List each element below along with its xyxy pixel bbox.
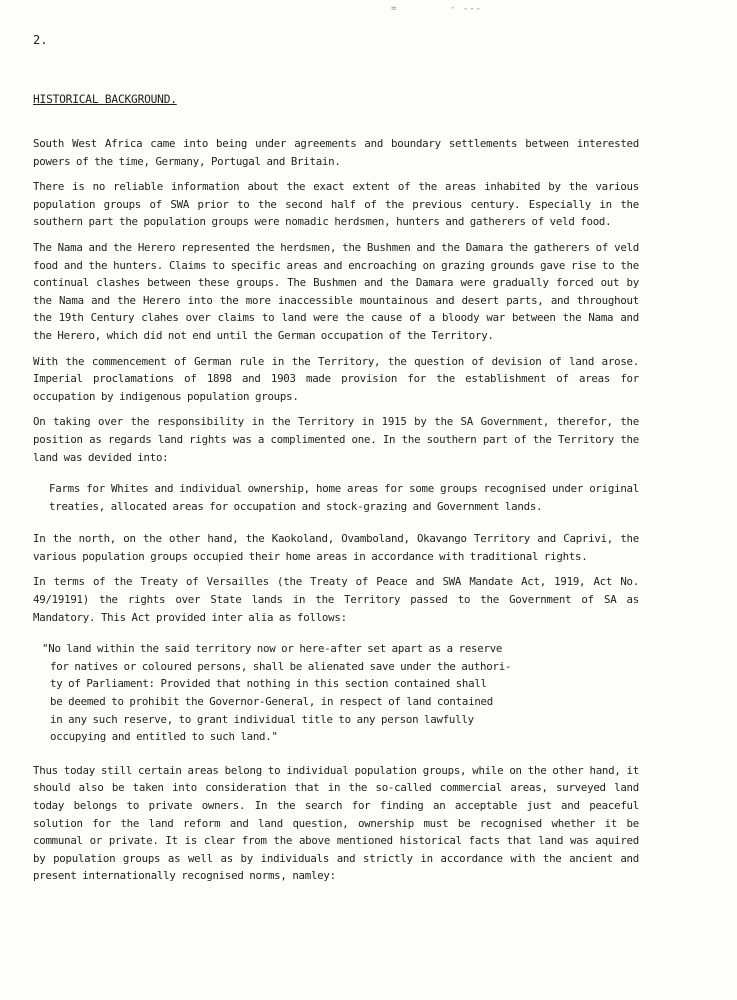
quote-line: ty of Parliament: Provided that nothing in this section contained shall [50, 677, 487, 691]
paragraph: In terms of the Treaty of Versailles (the Treaty of Peace and SWA Mandate Act, 1919, Act No. 49/19191) the rights over State lands in the Territory passed to the Government of SA as Mandatory. This Act provided inter alia as follows: [33, 575, 639, 624]
scan-artifact-mark: = [391, 4, 398, 14]
paragraph: On taking over the responsibility in the Territory in 1915 by the SA Government, therefor, the position as regards land rights was a complimented one. In the southern part of the Territory the land was devided into: [33, 415, 639, 464]
quote-line: for natives or coloured persons, shall be alienated save under the authori- [50, 659, 512, 673]
quote-line: occupying and entitled to such land." [50, 730, 278, 744]
paragraph: The Nama and the Herero represented the herdsmen, the Bushmen and the Damara the gatherers of veld food and the hunters. Claims to specific areas and encroaching on grazing grounds gave rise to the continual clashes between these groups. The Bushmen and the Damara were gradually forced out by the Nama and the Herero into the more inaccessible mountainous and desert parts, and throughout the 19th Century clahes over claims to land were the cause of a bloody war between the Nama and the Herero, which did not end until the German occupation of the Territory. [33, 240, 639, 342]
paragraph: With the commencement of German rule in the Territory, the question of devision of land arose. Imperial proclamations of 1898 and 1903 made provision for the establishment of areas for occupation by indigenous population groups. [33, 354, 639, 403]
quote-line: be deemed to prohibit the Governor-General, in respect of land contained [50, 695, 493, 709]
quote-line: "No land within the said territory now or here-after set apart as a reserve [42, 642, 503, 656]
closing-paragraph: Thus today still certain areas belong to individual population groups, while on the other hand, it should also be taken into consideration that in the so-called commercial areas, surveyed land today belongs to private owners. In the search for finding an acceptable just and peaceful solution for the land reform and land question, ownership must be recognised whether it be communal or private. It is clear from the above mentioned historical facts that land was aquired by population groups as well as by individuals and strictly in accordance with the ancient and present internationally recognised norms, namley: [33, 763, 639, 883]
quote-line: in any such reserve, to grant individual title to any person lawfully [50, 712, 474, 726]
indented-paragraph: Farms for Whites and individual ownership, home areas for some groups recognised under original treaties, allocated areas for occupation and stock-grazing and Government lands. [49, 482, 639, 513]
document-body [33, 135, 639, 893]
paragraph: In the north, on the other hand, the Kaokoland, Ovamboland, Okavango Territory and Caprivi, the various population groups occupied their home areas in accordance with traditional rights. [33, 532, 639, 563]
paragraph: South West Africa came into being under agreements and boundary settlements between interested powers of the time, Germany, Portugal and Britain. [33, 137, 639, 168]
page-number: 2. [33, 33, 48, 47]
paragraph: There is no reliable information about the exact extent of the areas inhabited by the various population groups of SWA prior to the second half of the previous century. Especially in the southern part the population groups were nomadic herdsmen, hunters and gatherers of veld food. [33, 180, 639, 229]
section-heading: HISTORICAL BACKGROUND. [33, 93, 177, 106]
legal-quotation [42, 640, 639, 746]
scan-artifact-mark: · --- [450, 4, 483, 14]
